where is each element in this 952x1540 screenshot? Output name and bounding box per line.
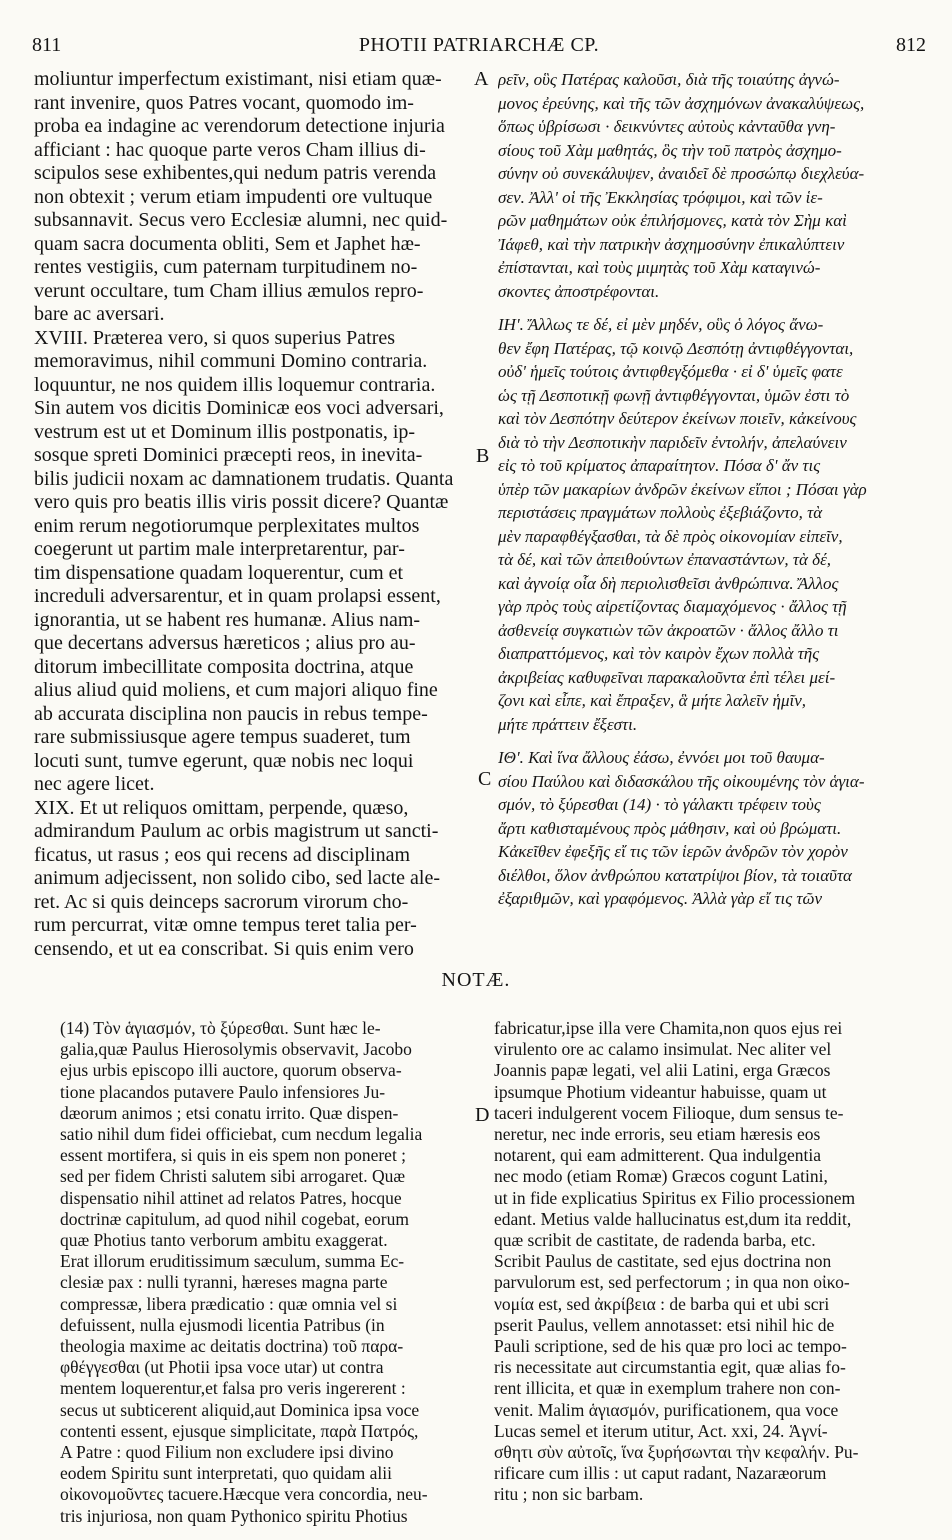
- text-line: rificare cum illis : ut caput radant, Nazaræorum: [494, 1463, 827, 1484]
- text-line: bare ac aversari.: [34, 303, 165, 325]
- text-line: galia,quæ Paulus Hierosolymis observavit, Jacobo: [60, 1039, 412, 1060]
- text-line: moliuntur imperfectum existimant, nisi etiam quæ-: [34, 68, 442, 90]
- text-line: ὡς τῇ Δεσποτικῇ φωνῇ ἀντιφθέγγονται, ὑμῶν ἐστι τὸ: [498, 385, 850, 405]
- text-line: vero quis pro beatis illis viris possit dicere? Quantæ: [34, 491, 449, 513]
- text-line: ἀκριβείας καθυφεῖναι παρακαλοῦντα ἐπὶ τέλει μεί-: [498, 667, 836, 687]
- text-line: afficiant : hac quoque parte veros Cham illius di-: [34, 138, 426, 161]
- text-line: ΙΘ'. Καὶ ἵνα ἄλλους ἐάσω, ἐννόει μοι τοῦ θαυμα-: [498, 748, 825, 767]
- text-line: ipsumque Photium videantur habuisse, quam ut: [494, 1081, 827, 1102]
- text-line: tione placandos putavere Paulo infensiores Ju-: [60, 1081, 386, 1102]
- text-line: Κἀκεῖθεν ἐφεξῆς εἴ τις τῶν ἱερῶν ἀνδρῶν τὸν χορὸν: [498, 842, 848, 861]
- text-line: mentem loquerentur,et falsa pro veris ingererent :: [60, 1378, 406, 1399]
- text-line: ἐξαριθμῶν, καὶ γραφόμενος. Ἀλλὰ γὰρ εἴ τις τῶν: [498, 889, 822, 908]
- text-line: οἰκονομοῦντες tacuere.Hæcque vera concordia, neu-: [60, 1484, 428, 1505]
- text-line: ρῶν μαθημάτων οὐκ ἐπιλήσμονες, κατὰ τὸν Σὴμ καὶ: [498, 211, 847, 230]
- text-line: καὶ τὸν Δεσπότην δεύτερον ἐκείνων ποιεῖν, κἀκείνους: [498, 409, 857, 428]
- margin-letter-d: D: [475, 1104, 490, 1126]
- text-line: ignorantia, ut se habent res humanæ. Alius nam-: [34, 608, 421, 631]
- text-line: que decertans adversus hæreticos ; alius pro au-: [34, 632, 416, 654]
- margin-letter-c: C: [478, 768, 492, 790]
- text-line: σμόν, τὸ ξύρεσθαι (14) · τὸ γάλακτι τρέφειν τοὺς: [498, 795, 821, 814]
- notes-heading: NOTÆ.: [441, 969, 511, 991]
- text-line: καὶ ἀγνοίᾳ οἷα δὴ περιολισθεῖσι ἀνθρώπινα. Ἄλλος: [498, 573, 839, 593]
- text-line: φθέγγεσθαι (ut Photii ipsa voce utar) ut contra: [60, 1357, 384, 1378]
- margin-letter-b: B: [476, 445, 490, 467]
- text-line: rant invenire, quos Patres vocant, quomodo im-: [34, 91, 414, 114]
- text-line: νομία est, sed ἀκρίβεια : de barba qui et ubi scri: [494, 1293, 830, 1314]
- text-line: ὑπὲρ τῶν μακαρίων ἀνδρῶν ἐκείνων εἴποι ; Πόσαι γὰρ: [498, 479, 867, 499]
- text-line: dæorum animos ; etsi conatu irrito. Quæ dispen-: [60, 1102, 399, 1123]
- text-line: satio nihil dum fidei officiebat, cum necdum legalia: [60, 1124, 423, 1145]
- text-line: σκοντες ἀποστρέφονται.: [498, 281, 660, 301]
- text-line: σίου Παύλου καὶ διδασκάλου τῆς οἰκουμένης τὸν ἁγια-: [498, 771, 865, 791]
- text-line: μὲν παραφθέγξασθαι, τὰ δὲ πρὸς οἰκονομίαν εἰπεῖν,: [498, 526, 843, 546]
- greek-text-column: [498, 68, 926, 911]
- text-line: A Patre : quod Filium non excludere ipsi divino: [60, 1442, 394, 1463]
- text-line: Scribit Paulus de castitate, sed ejus doctrina non: [494, 1251, 832, 1272]
- text-line: θεν ἔφη Πατέρας, τῷ κοινῷ Δεσπότῃ ἀντιφθέγγονται,: [498, 338, 854, 358]
- text-line: increduli adversarentur, et in quam prolapsi essent,: [34, 585, 441, 607]
- text-line: quam sacra documenta obliti, Sem et Japhet hæ-: [34, 232, 421, 255]
- notes-left-column: [60, 1018, 468, 1527]
- paragraph-gap: [498, 303, 926, 313]
- text-line: μήτε πράττειν ἔξεστι.: [498, 714, 638, 734]
- text-line: proba ea indagine ac verendorum detectione injuria: [34, 115, 445, 137]
- text-line: nec agere licet.: [34, 773, 155, 795]
- text-line: ἐπίστανται, καὶ τοὺς μιμητὰς τοῦ Χὰμ καταγινώ-: [498, 258, 821, 277]
- text-line: non obtexit ; verum etiam impudenti ore vultuque: [34, 185, 433, 208]
- text-line: (14) Τὸν ἁγιασμόν, τὸ ξύρεσθαι. Sunt hæc le-: [60, 1018, 381, 1038]
- text-line: quæ scribit de castitate, de radenda barba, etc.: [494, 1230, 816, 1251]
- text-line: ritu ; non sic barbam.: [494, 1484, 644, 1505]
- text-line: Lucas semel et iterum utitur, Act. xxi, 24. Ἁγνί-: [494, 1420, 828, 1441]
- text-line: pserit Paulus, vellem annotasset: etsi nihil hic de: [494, 1314, 835, 1335]
- text-line: tim dispensatione quadam loquerentur, cum et: [34, 561, 404, 584]
- text-line: taceri indulgerent vocem Filioque, dum sensus te-: [494, 1102, 844, 1123]
- text-line: ficatus, ut rasus ; eos qui recens ad disciplinam: [34, 843, 411, 866]
- text-line: contenti essent, ejusque simplicitate, παρὰ Πατρός,: [60, 1420, 419, 1441]
- text-line: ὅπως ὑβρίσωσι · δεικνύντες αὐτοὺς κἀνταῦθα γνη-: [498, 117, 836, 136]
- text-line: bilis judicii noxam ac damnationem trudatis. Quanta: [34, 467, 454, 490]
- text-line: essent mortifera, si quis in eis spem non poneret ;: [60, 1145, 407, 1166]
- text-line: ρεῖν, οὓς Πατέρας καλοῦσι, διὰ τῆς τοιαύτης ἀγνώ-: [498, 70, 840, 89]
- text-line: σεν. Ἀλλ' οἱ τῆς Ἐκκλησίας τρόφιμοι, καὶ τῶν ἱε-: [498, 187, 823, 207]
- text-line: ἀσθενείᾳ συγκατιὼν τῶν ἀκροατῶν · ἄλλος ἄλλο τι: [498, 620, 839, 640]
- text-line: alius aliud quid moliens, et cum majori aliquo fine: [34, 679, 438, 701]
- text-line: scipulos sese exhibentes,qui nedum patris verenda: [34, 162, 437, 184]
- left-page-number: 811: [32, 34, 62, 56]
- margin-letter-a: A: [474, 68, 489, 90]
- text-line: διέλθοι, ὅλον ἀνθρώπου κατατρίψοι βίον, τὰ τοιαῦτα: [498, 865, 852, 885]
- text-line: nec modo (etiam Romæ) Græcos cogunt Latini,: [494, 1166, 828, 1187]
- text-line: περιστάσεις πραγμάτων πολλοὺς ἐξεβιάζοντο, τὰ: [498, 503, 823, 522]
- paragraph-gap: [498, 736, 926, 746]
- text-line: locuti sunt, tumve egerunt, quæ nobis nec loqui: [34, 749, 414, 772]
- running-header: [32, 34, 926, 58]
- text-line: σύνην οὐ συνεκάλυψεν, ἀναιδεῖ δὲ προσώπῳ διεχλεύα-: [498, 164, 865, 183]
- text-line: ἄρτι καθισταμένους πρὸς μάθησιν, καὶ οὐ βρώματι.: [498, 818, 842, 838]
- text-line: fabricatur,ipse illa vere Chamita,non quos ejus rei: [494, 1018, 843, 1038]
- running-title: PHOTII PATRIARCHÆ CP.: [358, 34, 600, 56]
- text-line: sosque spreti Dominici præcepti reos, in inevita-: [34, 444, 423, 466]
- text-line: eodem Spiritu sunt interpretati, quo quidam alii: [60, 1463, 392, 1484]
- text-line: dispensatio nihil attinet ad relatos Patres, hocque: [60, 1187, 402, 1208]
- text-line: διὰ τὸ τὴν Δεσποτικὴν παριδεῖν ἐντολήν, ἀπελαύνειν: [498, 432, 847, 452]
- text-line: ab accurata disciplina non paucis in rebus tempe-: [34, 702, 428, 725]
- text-line: Ἰάφεθ, καὶ τὴν πατρικὴν ἀσχημοσύνην ἐπικαλύπτειν: [498, 234, 845, 254]
- text-line: διαπραττόμενος, καὶ τὸν καιρὸν ἔχων πολλὰ τῆς: [498, 644, 820, 663]
- text-line: ejus urbis episcopo illi auctore, quorum observa-: [60, 1060, 402, 1081]
- text-line: compressæ, libera prædicatio : quæ omnia vel si: [60, 1293, 398, 1314]
- text-line: ΙΗ'. Ἄλλως τε δέ, εἰ μὲν μηδέν, οὓς ὁ λόγος ἄνω-: [498, 315, 824, 334]
- text-line: coegerunt ut partim male interpretarentur, par-: [34, 538, 405, 560]
- text-line: subsannavit. Secus vero Ecclesiæ alumni, nec quid-: [34, 209, 448, 231]
- text-line: memoravimus, nihil communi Domino contraria.: [34, 350, 428, 372]
- text-line: XVIII. Præterea vero, si quos superius Patres: [34, 326, 396, 349]
- text-line: sed per fidem Christi salutem sibi arrogaret. Quæ: [60, 1166, 406, 1187]
- text-line: tris injuriosa, non quam Pythonico spiritu Photius: [60, 1505, 408, 1526]
- text-line: clesiæ pax : nulli tyranni, hæreses magna parte: [60, 1272, 388, 1293]
- text-line: σθητι σὺν αὐτοῖς, ἵνα ξυρήσωνται τὴν κεφαλήν. Pu-: [494, 1442, 859, 1463]
- text-line: ζονι καὶ εἶπε, καὶ ἔπραξεν, ἃ μήτε λαλεῖν ἡμῖν,: [498, 691, 807, 710]
- text-line: rentes vestigiis, cum paternam turpitudinem no-: [34, 256, 418, 278]
- text-line: virulento ore ac calamo insimulat. Nec aliter vel: [494, 1039, 832, 1060]
- text-line: censendo, et ut ea conscribat. Si quis enim vero: [34, 937, 414, 960]
- text-line: notarent, qui eam admitterent. Qua indulgentia: [494, 1145, 822, 1166]
- text-line: enim rerum negotiorumque perplexitates multos: [34, 514, 420, 537]
- text-line: verunt occultare, tum Cham illius æmulos repro-: [34, 279, 424, 302]
- text-line: doctrinæ capitulum, ad quod nihil cogebat, eorum: [60, 1208, 409, 1229]
- text-line: defuissent, nulla ejusmodi licentia Patribus (in: [60, 1314, 385, 1335]
- text-line: venit. Malim ἁγιασμόν, purificationem, qua voce: [494, 1399, 839, 1420]
- text-line: theologia maxime ac deitatis doctrina) τοῦ παρα-: [60, 1336, 404, 1357]
- text-line: loquuntur, ne nos quidem illis loquemur contraria.: [34, 373, 436, 396]
- text-line: edant. Metius valde hallucinatus est,dum ita reddit,: [494, 1208, 852, 1229]
- text-line: admirandum Paulum ac orbis magistrum ut sancti-: [34, 820, 439, 842]
- text-line: neretur, nec inde erroris, seu etiam hæresis eos: [494, 1124, 821, 1145]
- text-line: Joannis papæ legati, vel alii Latini, erga Græcos: [494, 1060, 831, 1081]
- text-line: εἰς τὸ τοῦ κρίματος ἀπαραίτητον. Πόσα δ' ἄν τις: [498, 456, 821, 475]
- text-line: rent illicita, et quæ in exemplum trahere non con-: [494, 1378, 841, 1399]
- notes-right-column: [494, 1018, 926, 1506]
- text-line: ret. Ac si quis deinceps sacrorum virorum cho-: [34, 890, 409, 913]
- text-line: σίους τοῦ Χὰμ μαθητάς, ὃς τὴν τοῦ πατρὸς ἀσχημο-: [498, 140, 842, 160]
- text-line: Sin autem vos dicitis Dominicæ eos voci adversari,: [34, 397, 444, 419]
- text-line: Erat illorum eruditissimum sæculum, summa Ec-: [60, 1251, 405, 1272]
- text-line: rare submissiusque agere tempus suaderet, tum: [34, 726, 411, 748]
- text-line: secus ut subticerent aliquid,aut Dominica ipsa voce: [60, 1399, 420, 1420]
- text-line: οὐδ' ἡμεῖς τούτοις ἀντιφθεγξόμεθα · εἰ δ' ὑμεῖς φατε: [498, 362, 843, 381]
- text-line: vestrum est ut et Dominum illis postponatis, ip-: [34, 420, 416, 443]
- text-line: XIX. Et ut reliquos omittam, perpende, quæso,: [34, 796, 409, 819]
- text-line: rum percurrat, vitæ omne tempus teret talia per-: [34, 914, 417, 936]
- text-line: γὰρ πρὸς τοὺς αἱρετίζοντας διαμαχόμενος · ἄλλος τῇ: [498, 597, 847, 616]
- latin-text-column: [34, 68, 468, 961]
- text-line: ditorum imbecillitate composita doctrina, atque: [34, 655, 414, 678]
- right-page-number: 812: [896, 34, 926, 56]
- text-line: ris necessitate aut circumstantia egit, quæ alias fo-: [494, 1357, 846, 1378]
- text-line: ut in fide explicatius Spiritus ex Filio processionem: [494, 1187, 856, 1208]
- text-line: μονος ἐρεύνης, καὶ τῆς τῶν ἀσχημόνων ἀνακαλύψεως,: [498, 93, 865, 113]
- text-line: parvulorum est, sed perfectorum ; in qua non οἰκο-: [494, 1272, 850, 1293]
- text-line: τὰ δέ, καὶ τῶν ἀπειθούντων ἐπαναστάντων, τὰ δέ,: [498, 550, 832, 569]
- text-line: animum adjecissent, non solido cibo, sed lacte ale-: [34, 867, 440, 889]
- text-line: quæ Photius tanto verborum ambitu exaggerat.: [60, 1230, 388, 1251]
- text-line: Pauli scriptione, sed de his quæ pro loci ac tempo-: [494, 1336, 847, 1357]
